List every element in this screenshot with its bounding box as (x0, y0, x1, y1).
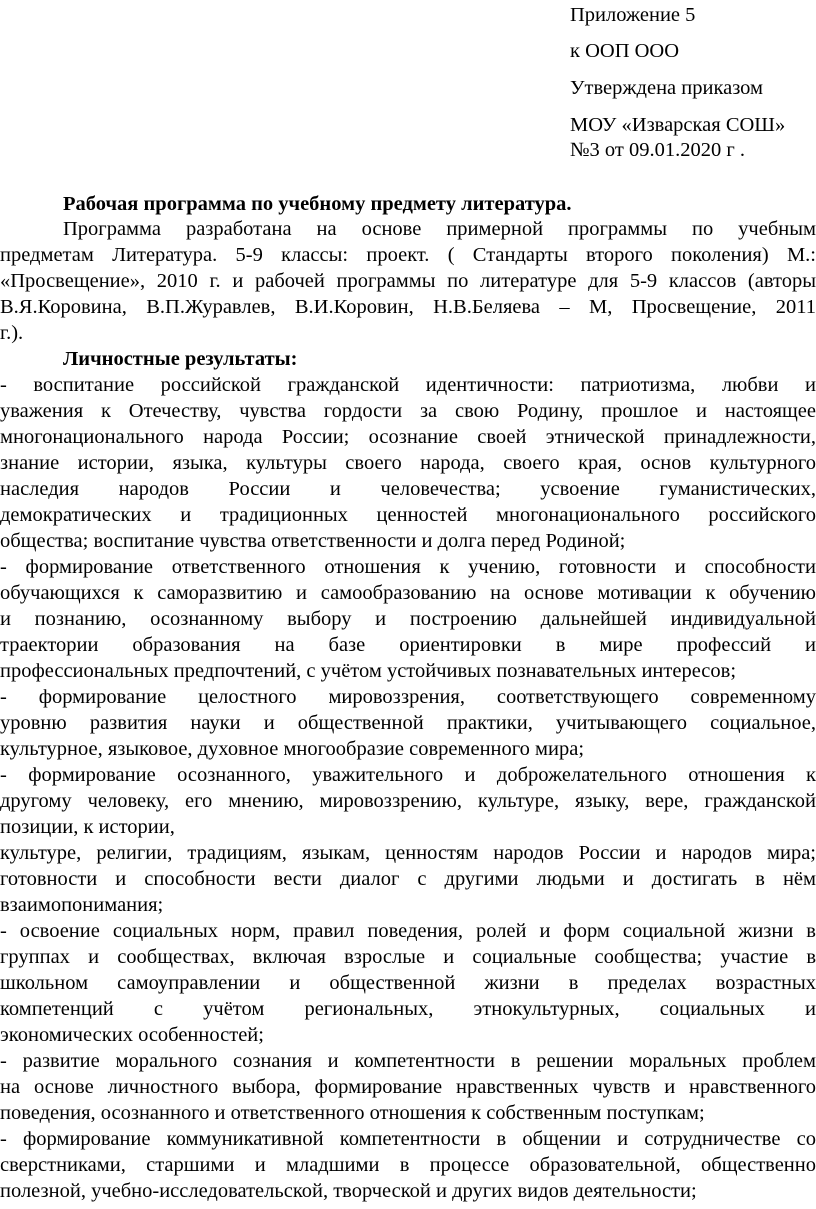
text-line: уровню развития науки и общественной практики, учитывающего социальное, (0, 712, 816, 734)
text-line: позиции, к истории, (0, 816, 175, 838)
school-name: МОУ «Изварская СОШ» (570, 114, 786, 136)
text-line: - воспитание российской гражданской идентичности: патриотизма, любви и (0, 374, 816, 396)
program-reference: к ООП ООО (570, 40, 680, 62)
text-line: траектории образования на базе ориентировки в мире профессий и (0, 634, 816, 656)
text-line: - формирование ответственного отношения к учению, готовности и способности (0, 556, 816, 578)
text-line: уважения к Отечеству, чувства гордости за свою Родину, прошлое и настоящее (0, 400, 816, 422)
appendix-label: Приложение 5 (570, 4, 696, 26)
text-line: - освоение социальных норм, правил поведения, ролей и форм социальной жизни в (0, 920, 816, 942)
text-line: культурное, языковое, духовное многообразие современного мира; (0, 738, 585, 760)
text-line: наследия народов России и человечества; усвоение гуманистических, (0, 478, 816, 500)
order-number: №3 от 09.01.2020 г . (570, 139, 746, 161)
text-line: предметам Литература. 5-9 классы: проект. ( Стандарты второго поколения) М.: (0, 244, 816, 266)
text-line: школьном самоуправлении и общественной жизни в пределах возрастных (0, 972, 816, 994)
text-line: г.). (0, 322, 24, 344)
text-line: группах и сообществах, включая взрослые и социальные сообщества; участие в (0, 946, 816, 968)
text-line: поведения, осознанного и ответственного отношения к собственным поступкам; (0, 1102, 705, 1124)
document-title: Рабочая программа по учебному предмету литература. (63, 193, 572, 215)
text-line: взаимопонимания; (0, 894, 164, 916)
text-line: - формирование коммуникативной компетентности в общении и сотрудничестве со (0, 1128, 816, 1150)
text-line: Программа разработана на основе примерной программы по учебным (63, 218, 816, 240)
text-line: В.Я.Коровина, В.П.Журавлев, В.И.Коровин, Н.В.Беляева – М, Просвещение, 2011 (0, 296, 816, 318)
text-line: «Просвещение», 2010 г. и рабочей программы по литературе для 5-9 классов (авторы (0, 270, 816, 292)
text-line: другому человеку, его мнению, мировоззрению, культуре, языку, вере, гражданской (0, 790, 816, 812)
text-line: экономических особенностей; (0, 1024, 264, 1046)
text-line: и познанию, осознанному выбору и построению дальнейшей индивидуальной (0, 608, 816, 630)
text-line: - формирование осознанного, уважительного и доброжелательного отношения к (0, 764, 816, 786)
text-line: компетенций с учётом региональных, этнокультурных, социальных и (0, 998, 816, 1020)
text-line: полезной, учебно-исследовательской, творческой и других видов деятельности; (0, 1180, 697, 1202)
text-line: знание истории, языка, культуры своего народа, своего края, основ культурного (0, 452, 816, 474)
text-line: - формирование целостного мировоззрения, соответствующего современному (0, 686, 816, 708)
text-line: культуре, религии, традициям, языкам, ценностям народов России и народов мира; (0, 842, 816, 864)
text-line: обучающихся к саморазвитию и самообразованию на основе мотивации к обучению (0, 582, 816, 604)
text-line: профессиональных предпочтений, с учётом устойчивых познавательных интересов; (0, 660, 737, 682)
section-heading: Личностные результаты: (63, 348, 298, 370)
text-line: демократических и традиционных ценностей многонационального российского (0, 504, 816, 526)
text-line: общества; воспитание чувства ответственности и долга перед Родиной; (0, 530, 626, 552)
text-line: сверстниками, старшими и младшими в процессе образовательной, общественно (0, 1154, 816, 1176)
approval-note: Утверждена приказом (570, 77, 764, 99)
text-line: многонационального народа России; осознание своей этнической принадлежности, (0, 426, 816, 448)
text-line: - развитие морального сознания и компетентности в решении моральных проблем (0, 1050, 816, 1072)
text-line: на основе личностного выбора, формирование нравственных чувств и нравственного (0, 1076, 816, 1098)
text-line: готовности и способности вести диалог с другими людьми и достигать в нём (0, 868, 816, 890)
